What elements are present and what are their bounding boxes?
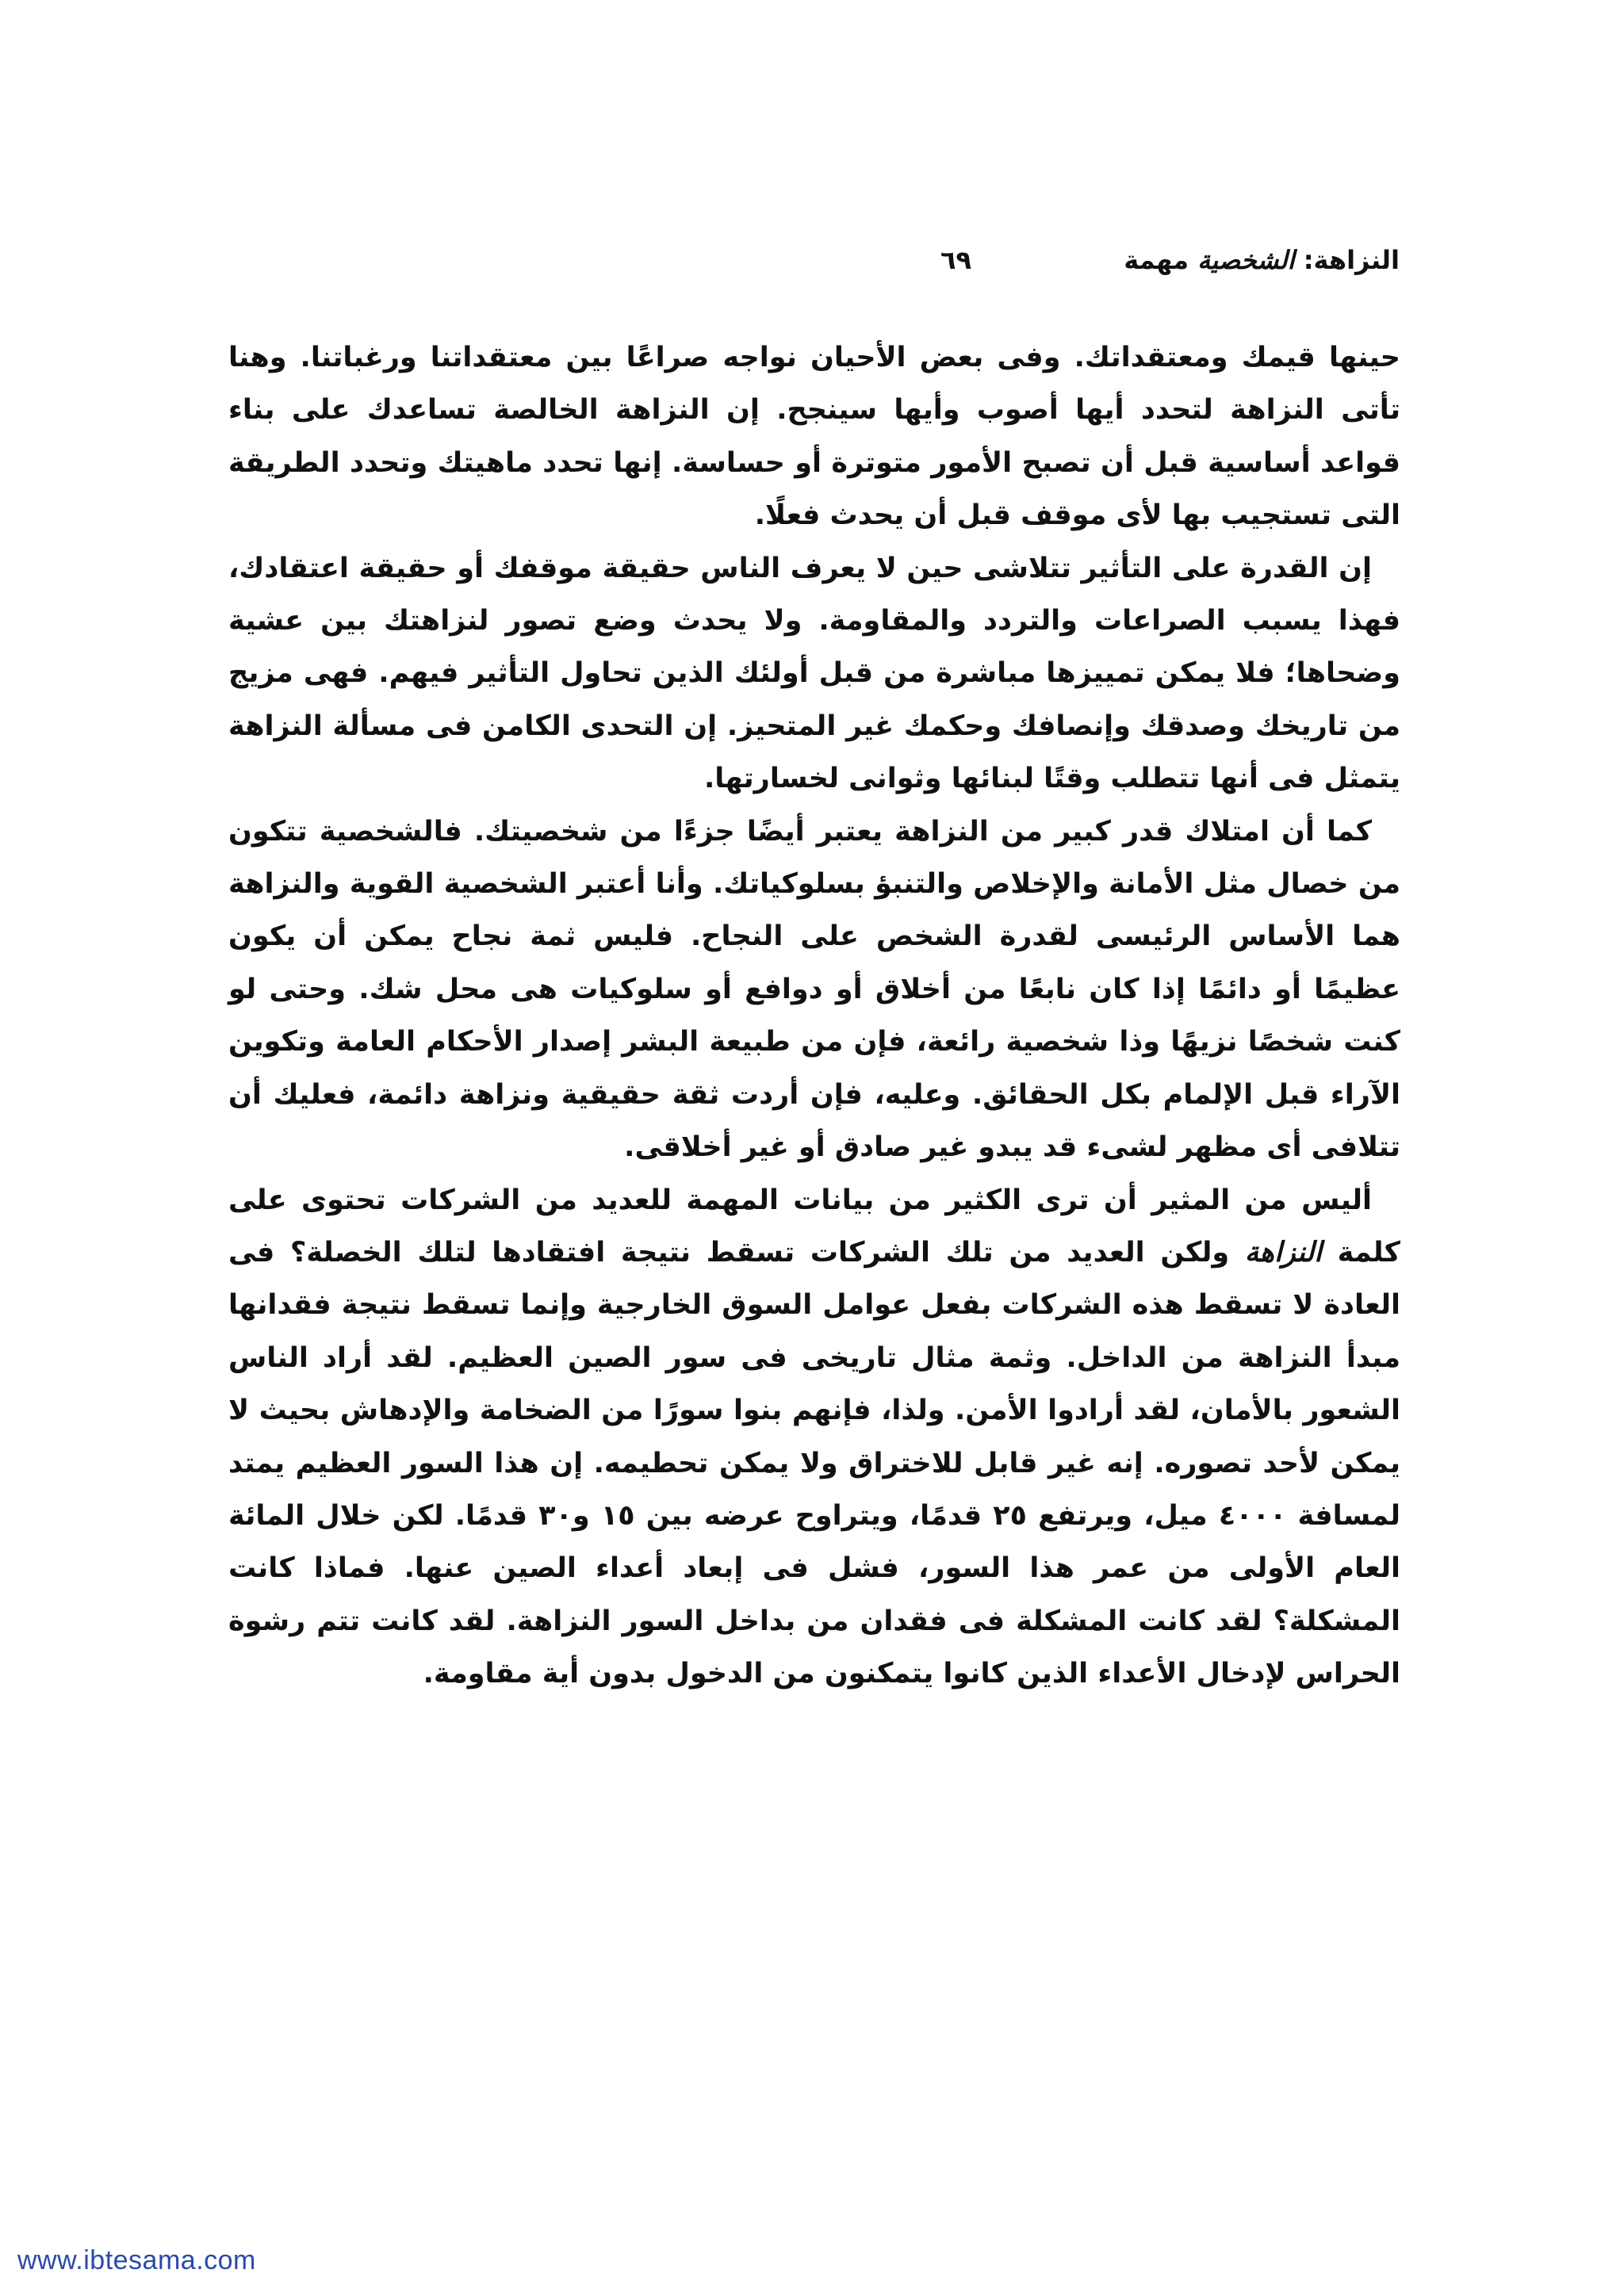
body-text	[228, 331, 1400, 1701]
paragraph-3: كما أن امتلاك قدر كبير من النزاهة يعتبر أيضًا جزءًا من شخصيتك. فالشخصية تتكون من خصال مثل الأمانة والإخلاص والتنبؤ بسلوكياتك. وأنا أعتبر الشخصية القوية والنزاهة هما الأساس الرئيسى لقدرة الشخص على النجاح. فليس ثمة نجاح يمكن أن يكون عظيمًا أو دائمًا إذا كان نابعًا من أخلاق أو دوافع أو سلوكيات هى محل شك. وحتى لو كنت شخصًا نزيهًا وذا شخصية رائعة، فإن من طبيعة البشر إصدار الأحكام العامة وتكوين الآراء قبل الإلمام بكل الحقائق. وعليه، فإن أردت ثقة حقيقية ونزاهة دائمة، فعليك أن تتلافى أى مظهر لشىء قد يبدو غير صادق أو غير أخلاقى.	[228, 815, 1400, 1164]
running-header	[226, 236, 1400, 284]
page-number: ٦٩	[940, 245, 971, 275]
paragraph-1: حينها قيمك ومعتقداتك. وفى بعض الأحيان نواجه صراعًا بين معتقداتنا ورغباتنا. وهنا تأتى النزاهة لتحدد أيها أصوب وأيها سينجح. إن النزاهة الخالصة تساعدك على بناء قواعد أساسية قبل أن تصبح الأمور متوترة أو حساسة. إنها تحدد ماهيتك وتحدد الطريقة التى تستجيب بها لأى موقف قبل أن يحدث فعلًا.	[228, 342, 1400, 532]
paragraph-4-before: أليس من المثير أن ترى الكثير من بيانات المهمة للعديد من الشركات تحتوى على كلمة	[228, 1184, 1400, 1269]
chapter-title	[1124, 236, 1400, 284]
paragraph-4	[228, 1174, 1400, 1701]
chapter-title-part3: مهمة	[1124, 245, 1189, 275]
chapter-title-part2: الشخصية	[1197, 245, 1295, 275]
paragraph-4-after: ولكن العديد من تلك الشركات تسقط نتيجة افتقادها لتلك الخصلة؟ فى العادة لا تسقط هذه الشركات بفعل عوامل السوق الخارجية وإنما تسقط نتيجة فقدانها مبدأ النزاهة من الداخل. وثمة مثال تاريخى فى سور الصين العظيم. لقد أراد الناس الشعور بالأمان، لقد أرادوا الأمن. ولذا، فإنهم بنوا سورًا من الضخامة والإدهاش بحيث لا يمكن لأحد تصوره. إنه غير قابل للاختراق ولا يمكن تحطيمه. إن هذا السور العظيم يمتد لمسافة ٤٠٠٠ ميل، ويرتفع ٢٥ قدمًا، ويتراوح عرضه بين ١٥ و٣٠ قدمًا. لكن خلال المائة العام الأولى من عمر هذا السور، فشل فى إبعاد أعداء الصين عنها. فماذا كانت المشكلة؟ لقد كانت المشكلة فى فقدان من بداخل السور النزاهة. لقد كانت تتم رشوة الحراس لإدخال الأعداء الذين كانوا يتمكنون من الدخول بدون أية مقاومة.	[228, 1236, 1400, 1690]
chapter-title-part1: النزاهة:	[1303, 245, 1400, 275]
site-watermark: www.ibtesama.com	[17, 2245, 256, 2275]
paragraph-2: إن القدرة على التأثير تتلاشى حين لا يعرف الناس حقيقة موقفك أو حقيقة اعتقادك، فهذا يسبب الصراعات والتردد والمقاومة. ولا يحدث وضع تصور لنزاهتك بين عشية وضحاها؛ فلا يمكن تمييزها مباشرة من قبل أولئك الذين تحاول التأثير فيهم. فهى مزيج من تاريخك وصدقك وإنصافك وحكمك غير المتحيز. إن التحدى الكامن فى مسألة النزاهة يتمثل فى أنها تتطلب وقتًا لبنائها وثوانى لخسارتها.	[228, 552, 1400, 795]
emphasized-word: النزاهة	[1244, 1236, 1322, 1269]
